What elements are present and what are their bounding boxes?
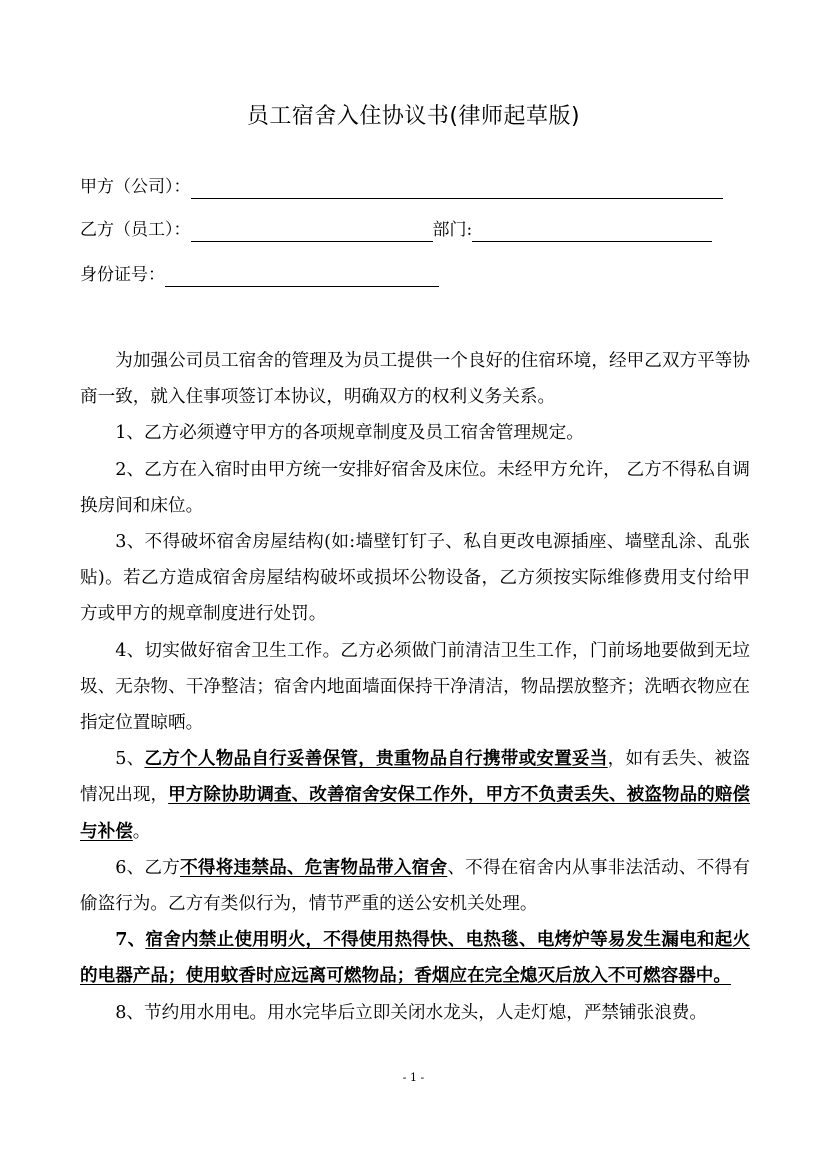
clause-6-number: 6、乙方 [115,857,181,878]
id-number-field [80,263,439,287]
department-label: 部门: [432,220,473,240]
id-number-label: 身份证号： [80,265,165,285]
clause-3: 3、不得破坏宿舍房屋结构(如:墙壁钉钉子、私自更改电源插座、墙壁乱涂、乱张贴)。若乙方造成宿舍房屋结构破坏或损坏公物设备，乙方须按实际维修费用支付给甲方或甲方的规章制度进行处罚。 [80,532,750,625]
party-a-field [80,175,723,199]
clause-5-number: 5、 [115,749,145,770]
party-b-label: 乙方（员工）： [80,220,191,240]
clause-6-emphasis: 不得将违禁品、危害物品带入宿舍 [180,856,448,878]
clause-1: 1、乙方必须遵守甲方的各项规章制度及员工宿舍管理规定。 [115,423,584,444]
clause-5-text: ，如有丢失、被盗情况出现， [80,749,750,806]
clause-5 [80,741,750,850]
id-number-blank [165,266,439,287]
party-a-blank [191,178,723,199]
party-b-field [80,218,712,242]
party-a-label: 甲方（公司）： [80,177,191,197]
clause-5-end: 。 [132,821,151,842]
clause-7-emphasis: 宿舍内禁止使用明火，不得使用热得快、电热毯、电烤炉等易发生漏电和起火的电器产品；使用蚊香时应远离可燃物品；香烟应在完全熄灭后放入不可燃容器中。 [80,929,750,987]
clause-5-emphasis-1: 乙方个人物品自行妥善保管，贵重物品自行携带或安置妥当 [144,748,608,770]
clause-7 [80,922,750,994]
clause-4: 4、切实做好宿舍卫生工作。乙方必须做门前清洁卫生工作，门前场地要做到无垃圾、无杂物、干净整洁；宿舍内地面墙面保持干净清洁，物品摆放整齐；洗晒衣物应在指定位置晾晒。 [80,640,750,734]
clause-8: 8、节约用水用电。用水完毕后立即关闭水龙头，人走灯熄，严禁铺张浪费。 [115,1002,707,1023]
clause-5-emphasis-2: 甲方除协助调查、改善宿舍安保工作外，甲方不负责丢失、被盗物品的赔偿与补偿 [80,784,750,842]
intro-paragraph: 为加强公司员工宿舍的管理及为员工提供一个良好的住宿环境，经甲乙双方平等协商一致，就入住事项签订本协议，明确双方的权利义务关系。 [80,351,750,408]
clause-7-number: 7、 [115,929,146,951]
clause-2: 2、乙方在入宿时由甲方统一安排好宿舍及床位。未经甲方允许， 乙方不得私自调换房间和床位。 [80,459,750,516]
clause-6 [80,850,750,922]
document-title: 员工宿舍入住协议书(律师起草版) [246,104,581,129]
page-number: - 1 - [402,1071,425,1084]
party-b-blank [191,221,433,242]
agreement-body [80,343,750,1031]
clause-6-text: 、不得在宿舍内从事非法活动、不得有偷盗行为。乙方有类似行为，情节严重的送公安机关处理。 [80,857,750,915]
department-blank [472,221,712,242]
